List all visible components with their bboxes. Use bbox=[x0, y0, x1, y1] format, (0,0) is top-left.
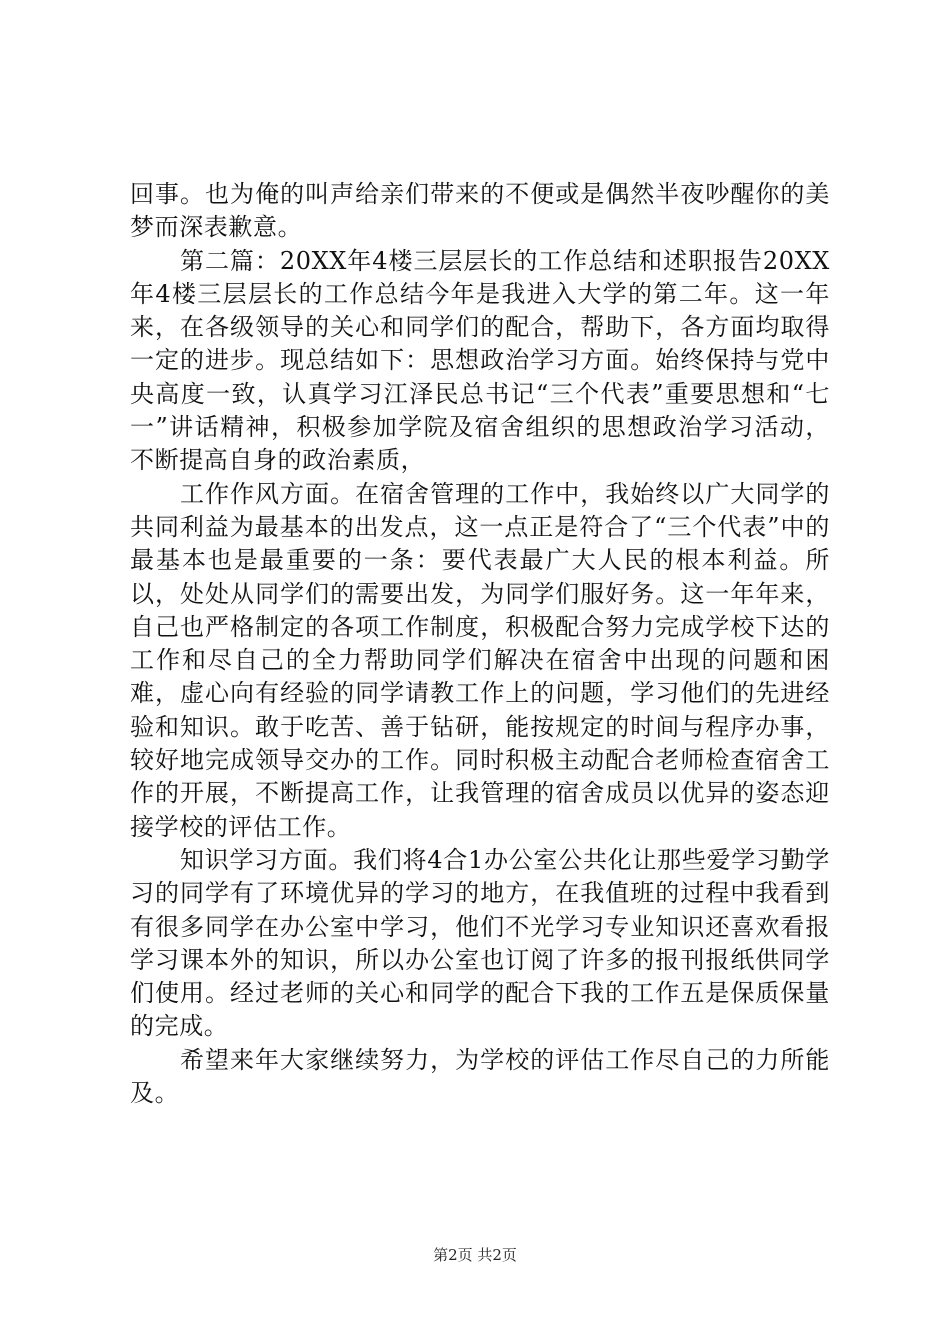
paragraph-work-style: 工作作风方面。在宿舍管理的工作中，我始终以广大同学的共同利益为最基本的出发点，这一点正是符合了“三个代表”中的最基本也是最重要的一条：要代表最广大人民的根本利益。所以，处处从同学们的需要出发，为同学们服好务。这一年年来，自己也严格制定的各项工作制度，积极配合努力完成学校下达的工作和尽自己的全力帮助同学们解决在宿舍中出现的问题和困难，虚心向有经验的同学请教工作上的问题，学习他们的先进经验和知识。敢于吃苦、善于钻研，能按规定的时间与程序办事，较好地完成领导交办的工作。同时积极主动配合老师检查宿舍工作的开展，不断提高工作，让我管理的宿舍成员以优异的姿态迎接学校的评估工作。 bbox=[130, 479, 830, 841]
paragraph-continuation: 回事。也为俺的叫声给亲们带来的不便或是偶然半夜吵醒你的美梦而深表歉意。 bbox=[130, 180, 830, 242]
paragraph-closing-wish: 希望来年大家继续努力，为学校的评估工作尽自己的力所能及。 bbox=[130, 1045, 830, 1108]
paragraph-chapter-two: 第二篇：20XX年4楼三层层长的工作总结和述职报告20XX年4楼三层层长的工作总结今年是我进入大学的第二年。这一年来，在各级领导的关心和同学们的配合，帮助下，各方面均取得一定的进步。现总结如下：思想政治学习方面。始终保持与党中央高度一致，认真学习江泽民总书记“三个代表”重要思想和“七一”讲话精神，积极参加学院及宿舍组织的思想政治学习活动，不断提高自身的政治素质， bbox=[130, 246, 830, 475]
page-number-footer: 第2页 共2页 bbox=[433, 1246, 517, 1264]
document-body bbox=[130, 178, 830, 1110]
paragraph-knowledge-study: 知识学习方面。我们将4合1办公室公共化让那些爱学习勤学习的同学有了环境优异的学习的地方，在我值班的过程中我看到有很多同学在办公室中学习，他们不光学习专业知识还喜欢看报学习课本外的知识，所以办公室也订阅了许多的报刊报纸供同学们使用。经过老师的关心和同学的配合下我的工作五是保质保量的完成。 bbox=[130, 845, 830, 1041]
